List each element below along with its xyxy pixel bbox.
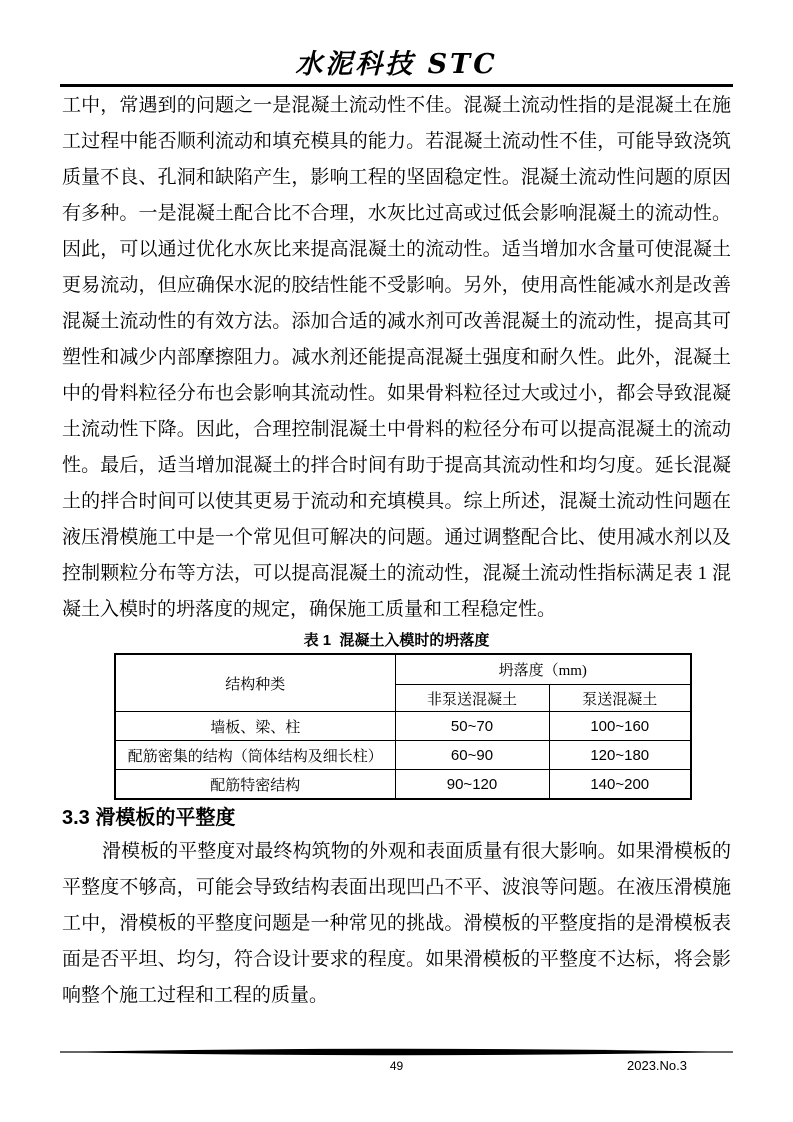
text-line: 因此，可以通过优化水灰比来提高混凝土的流动性。适当增加水含量可使混凝土 [62, 239, 731, 260]
text-line: 凝土入模时的坍落度的规定，确保施工质量和工程稳定性。 [62, 599, 557, 620]
table-subheader-pumped: 泵送混凝土 [549, 685, 691, 712]
text-line: 中的骨料粒径分布也会影响其流动性。如果骨料粒径过大或过小，都会导致混凝 [62, 383, 731, 404]
table-row [115, 741, 691, 770]
cell-pumped: 140~200 [549, 770, 691, 800]
cell-non-pumped: 60~90 [395, 741, 549, 770]
table-header-structure: 结构种类 [115, 654, 395, 712]
text-line: 面是否平坦、均匀，符合设计要求的程度。如果滑模板的平整度不达标，将会影 [62, 949, 731, 970]
text-line: 工中，滑模板的平整度问题是一种常见的挑战。滑模板的平整度指的是滑模板表 [62, 913, 731, 934]
paragraph-formwork-flatness [62, 834, 731, 1014]
text-line: 控制颗粒分布等方法，可以提高混凝土的流动性，混凝土流动性指标满足表 1 混 [62, 563, 731, 584]
cell-structure: 配筋特密结构 [115, 770, 395, 800]
cell-structure: 配筋密集的结构（筒体结构及细长柱） [115, 741, 395, 770]
text-line: 有多种。一是混凝土配合比不合理，水灰比过高或过低会影响混凝土的流动性。 [62, 203, 731, 224]
text-line: 土的拌合时间可以使其更易于流动和充填模具。综上所述，混凝土流动性问题在 [62, 491, 731, 512]
section-heading-3-3: 3.3 滑模板的平整度 [62, 807, 236, 829]
paragraph-concrete-flowability [62, 88, 731, 628]
text-line: 混凝土流动性的有效方法。添加合适的减水剂可改善混凝土的流动性，提高其可 [62, 311, 731, 332]
text-line: 工过程中能否顺利流动和填充模具的能力。若混凝土流动性不佳，可能导致浇筑 [62, 131, 731, 152]
cell-non-pumped: 50~70 [395, 712, 549, 741]
text-line: 塑性和减少内部摩擦阻力。减水剂还能提高混凝土强度和耐久性。此外，混凝土 [62, 347, 731, 368]
cell-non-pumped: 90~120 [395, 770, 549, 800]
table-subheader-non-pumped: 非泵送混凝土 [395, 685, 549, 712]
table-header-row [115, 654, 691, 685]
text-line: 工中，常遇到的问题之一是混凝土流动性不佳。混凝土流动性指的是混凝土在施 [62, 95, 731, 116]
text-line: 液压滑模施工中是一个常见但可解决的问题。通过调整配合比、使用减水剂以及 [62, 527, 731, 548]
table-caption: 表 1 混凝土入模时的坍落度 [303, 632, 490, 649]
table-header-slump-group: 坍落度（mm) [395, 654, 691, 685]
footer [62, 1057, 731, 1075]
cell-structure: 墙板、梁、柱 [115, 712, 395, 741]
footer-decorative-rule [60, 1048, 733, 1056]
text-line: 滑模板的平整度对最终构筑物的外观和表面质量有很大影响。如果滑模板的 [102, 841, 731, 862]
table-row [115, 770, 691, 800]
text-line: 性。最后，适当增加混凝土的拌合时间有助于提高其流动性和均匀度。延长混凝 [62, 455, 731, 476]
header-rule [60, 84, 733, 87]
slump-table [114, 653, 692, 800]
text-line: 土流动性下降。因此，合理控制混凝土中骨料的粒径分布可以提高混凝土的流动 [62, 419, 731, 440]
page-number: 49 [389, 1059, 404, 1073]
cell-pumped: 120~180 [549, 741, 691, 770]
table-row [115, 712, 691, 741]
issue-number: 2023.No.3 [627, 1058, 687, 1073]
text-line: 平整度不够高，可能会导致结构表面出现凹凸不平、波浪等问题。在液压滑模施 [62, 877, 731, 898]
journal-title: 水泥科技 STC [295, 49, 498, 80]
cell-pumped: 100~160 [549, 712, 691, 741]
text-line: 响整个施工过程和工程的质量。 [62, 985, 329, 1006]
text-line: 质量不良、孔洞和缺陷产生，影响工程的坚固稳定性。混凝土流动性问题的原因 [62, 167, 731, 188]
text-line: 更易流动，但应确保水泥的胶结性能不受影响。另外，使用高性能减水剂是改善 [62, 275, 731, 296]
